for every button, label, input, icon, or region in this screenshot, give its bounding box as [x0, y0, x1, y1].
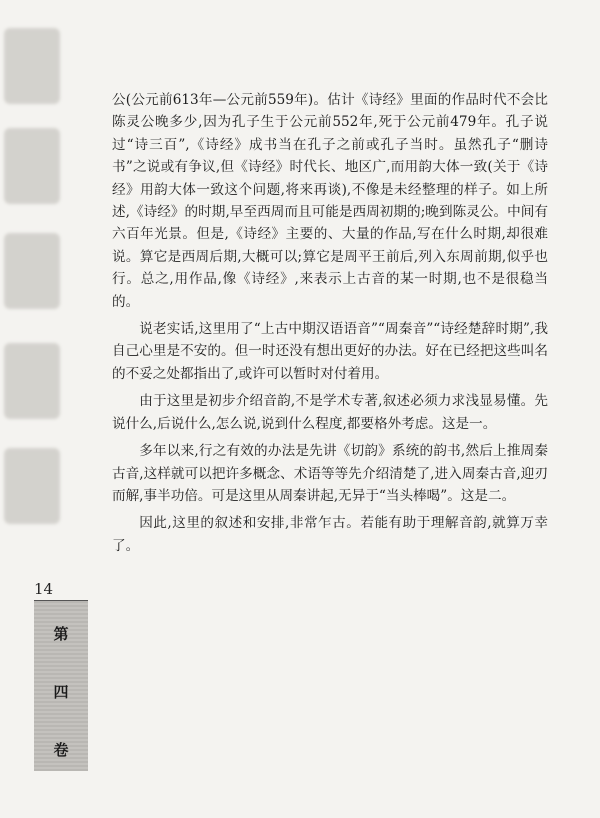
paragraph: 公(公元前613年—公元前559年)。估计《诗经》里面的作品时代不会比陈灵公晚多少,因为孔子生于公元前552年,死于公元前479年。孔子说过“诗三百”,《诗经》成书当在孔子之前或孔子当时。虽然孔子“删诗书”之说或有争议,但《诗经》时代长、地区广,而用韵大体一致(关于《诗经》用韵大体一致这个问题,将来再谈),不像是未经整理的样子。如上所述,《诗经》的时期,早至西周而且可能是西周初期的;晚到陈灵公。中间有六百年光景。但是,《诗经》主要的、大量的作品,写在什么时期,却很难说。算它是西周后期,大概可以;算它是周平王前后,列入东周前期,似乎也行。总之,用作品,像《诗经》,来表示上古音的某一时期,也不是很稳当的。 [112, 92, 548, 310]
volume-tab [34, 601, 88, 771]
paragraph: 因此,这里的叙述和安排,非常乍古。若能有助于理解音韵,就算万幸了。 [112, 515, 548, 554]
volume-tab-char: 卷 [53, 741, 69, 759]
volume-tab-char: 四 [53, 683, 69, 701]
decorative-glyph [4, 448, 60, 524]
body-text [112, 89, 548, 562]
volume-tab-char: 第 [53, 625, 69, 643]
decorative-glyph [4, 28, 60, 104]
paragraph: 由于这里是初步介绍音韵,不是学术专著,叙述必须力求浅显易懂。先说什么,后说什么,怎么说,说到什么程度,都要格外考虑。这是一。 [112, 393, 548, 432]
decorative-glyph [4, 233, 60, 309]
paragraph: 多年以来,行之有效的办法是先讲《切韵》系统的韵书,然后上推周秦古音,这样就可以把许多概念、术语等等先介绍清楚了,进入周秦古音,迎刃而解,事半功倍。可是这里从周秦讲起,无异于“当头棒喝”。这是二。 [112, 443, 548, 504]
margin-decoration [4, 28, 62, 508]
decorative-glyph [4, 343, 60, 419]
paragraph: 说老实话,这里用了“上古中期汉语语音”“周秦音”“诗经楚辞时期”,我自己心里是不安的。但一时还没有想出更好的办法。好在已经把这些叫名的不妥之处都指出了,或许可以暂时对付着用。 [112, 321, 548, 382]
decorative-glyph [4, 128, 60, 204]
page-number: 14 [34, 580, 54, 598]
